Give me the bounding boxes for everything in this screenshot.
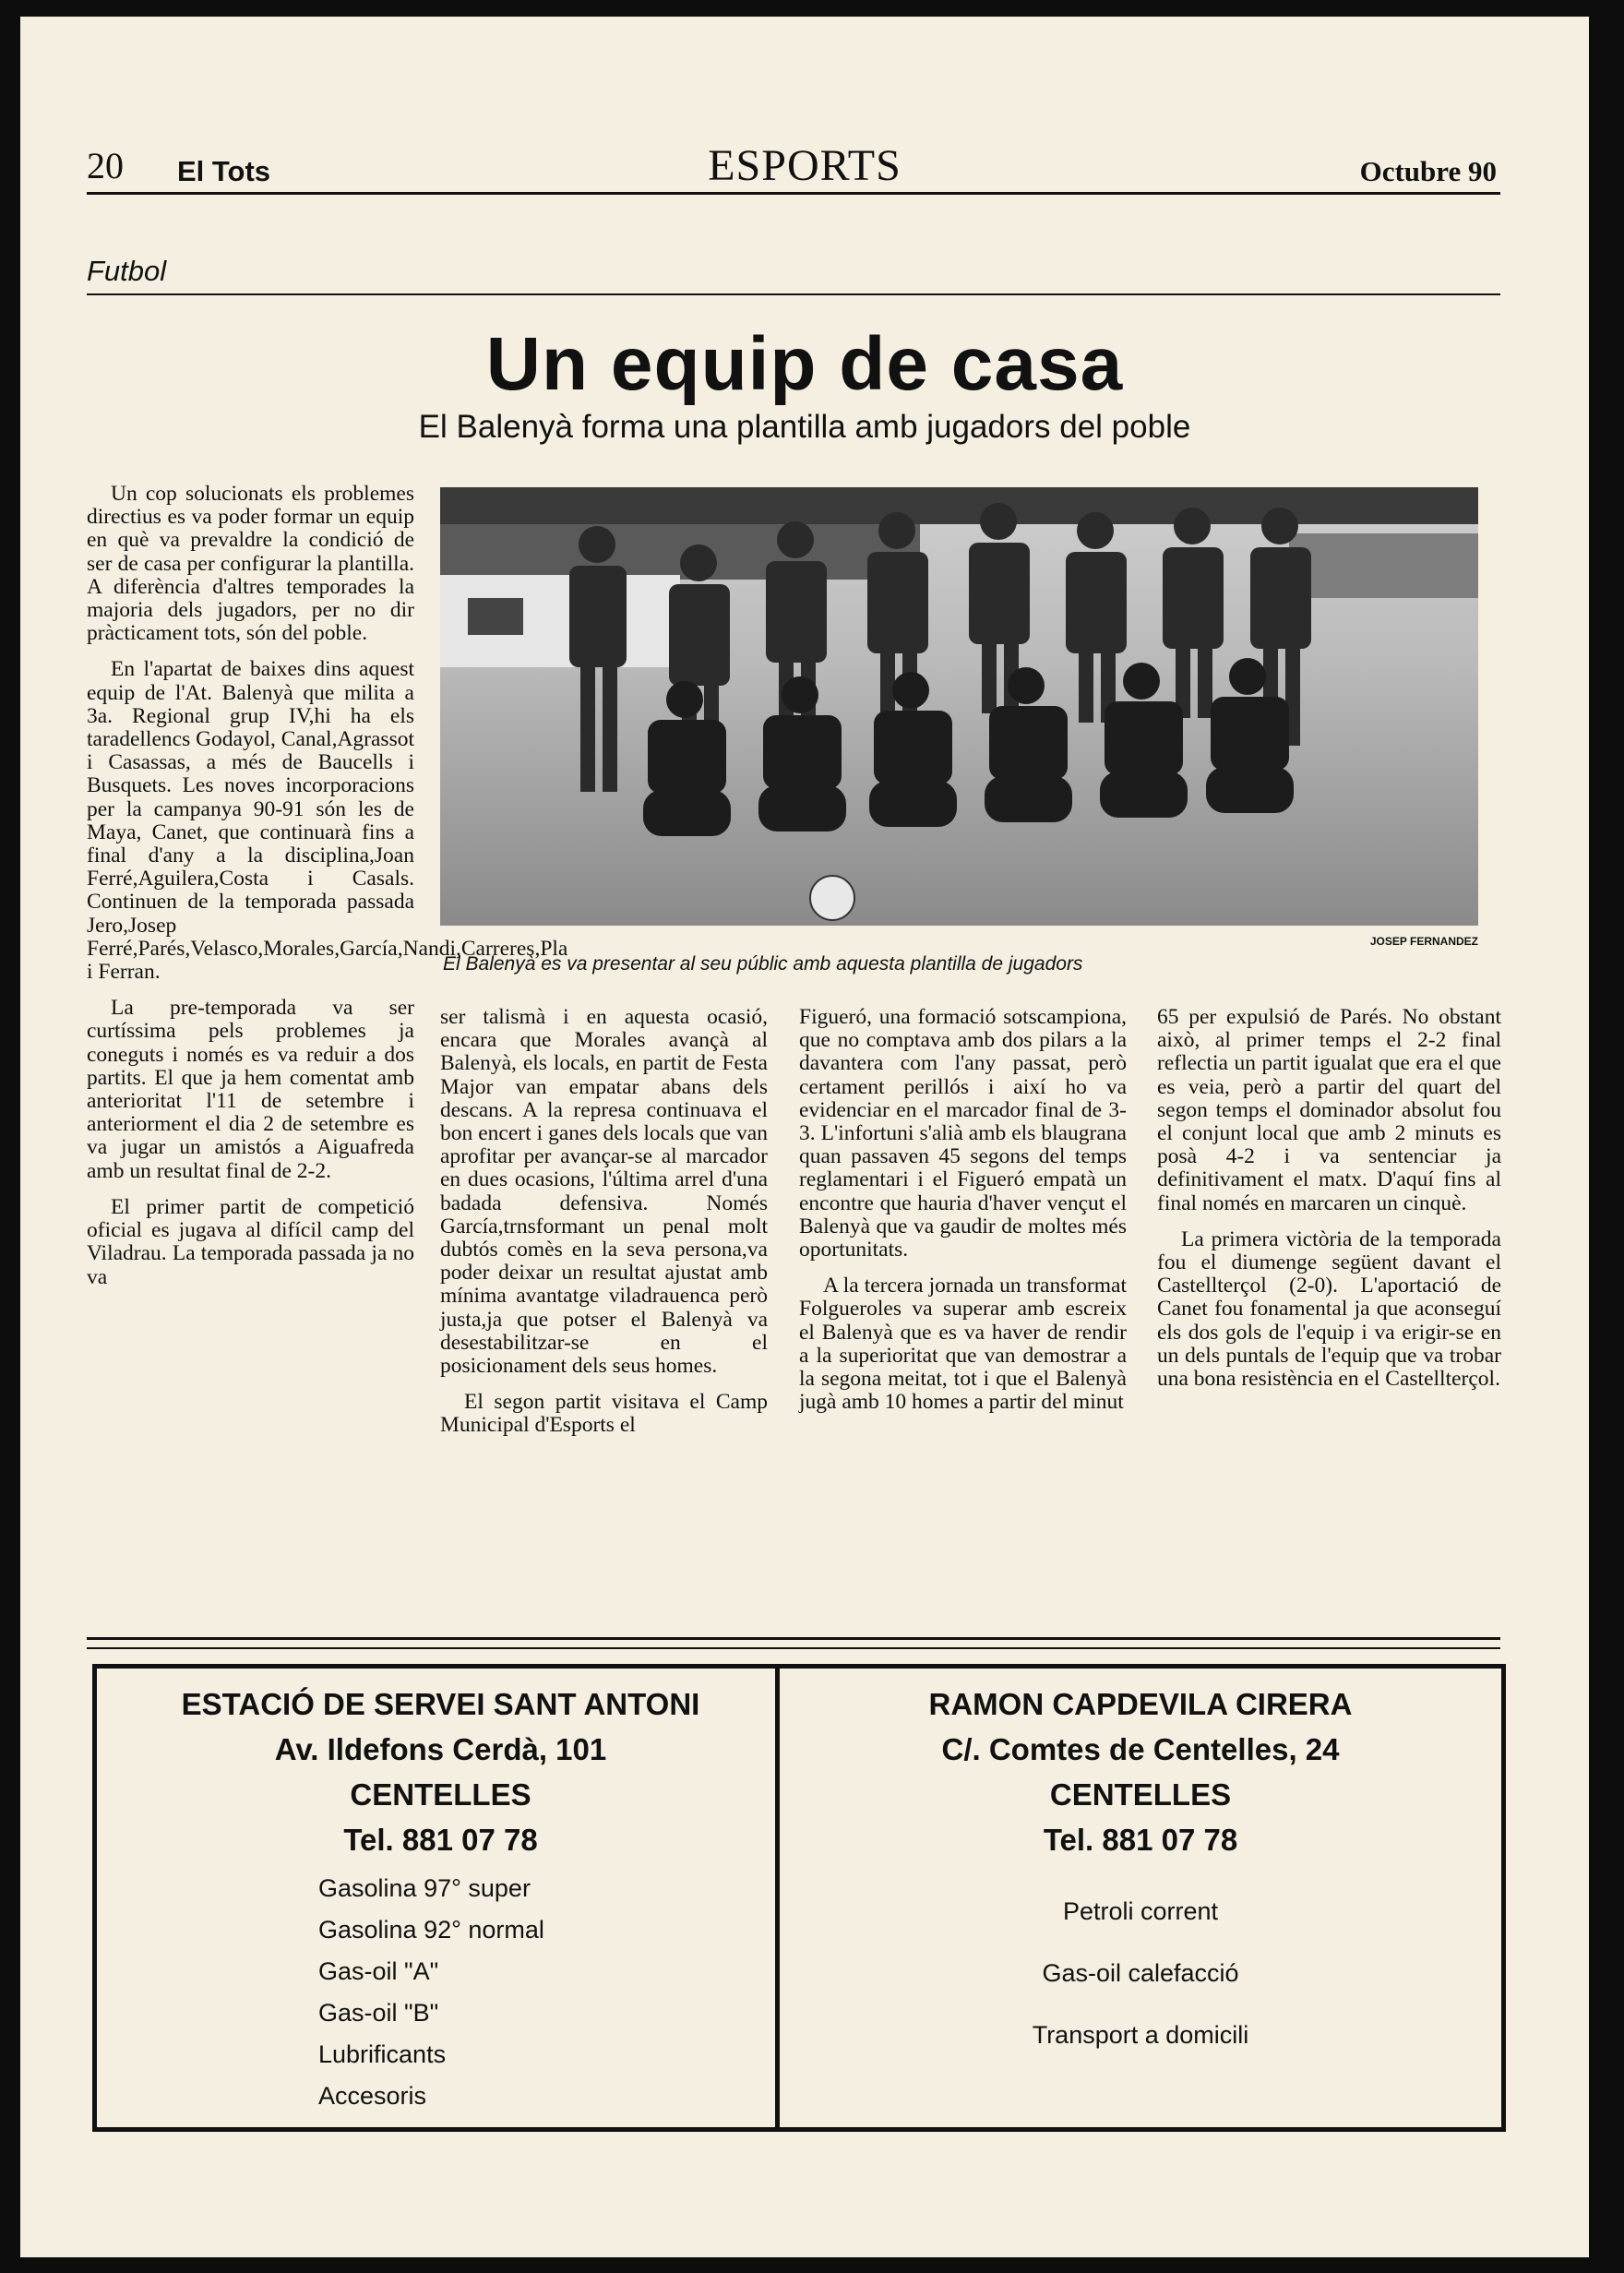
- ad-item: Transport a domicili: [1032, 2021, 1249, 2049]
- paragraph: 65 per expulsió de Parés. No obstant això, al primer temps el 2-2 final reflectia un partit igualat que era el que es veia, però a partir del quart del segon temps el dominador absolut fou el conjunt local que amb 2 minuts es posà 4-2 i va sentenciar ja definitivament el matx. D'aquí fins al final només en marcaren un cinquè.: [1157, 1005, 1501, 1215]
- paragraph: Un cop solucionats els problemes directius es va poder formar un equip en què va prevaldre la condició de ser de casa per configurar la plantilla. A diferència d'altres temporades la majoria dels jugadors, per no dir pràcticament tots, són del poble.: [87, 482, 414, 646]
- paragraph: A la tercera jornada un transformat Folgueroles va superar amb escreix el Balenyà que es va haver de rendir a la superioritat que van demostrar a la segona meitat, tot i que el Balenyà jugà amb 10 homes a partir del minut: [799, 1274, 1127, 1415]
- section-title: ESPORTS: [708, 141, 902, 190]
- article-column-3: [799, 1006, 1127, 1427]
- paragraph: La pre-temporada va ser curtíssima pels problemes ja coneguts i només es va reduir a dos partits. El que ja hem comentat amb anterioritat l'11 de setembre i anteriorment el dia 2 de setembre es va jugar un amistós a Aiguafreda amb un resultat final de 2-2.: [87, 996, 414, 1183]
- ad-fuel-supplier: [775, 1664, 1506, 2132]
- ad-item: Gas-oil "B": [318, 1999, 439, 2027]
- footer-rule: [87, 1637, 1500, 1640]
- ad-item: Accesoris: [318, 2082, 427, 2110]
- ad-phone: Tel. 881 07 78: [343, 1823, 538, 1857]
- paragraph: ser talismà i en aquesta ocasió, encara que Morales avançà al Balenyà, els locals, en partit de Festa Major van empatar abans dels descans. A la represa continuava el bon encert i ganes dels locals que van aprofitar per avançar-se al marcador en dues ocasions, l'última arrel d'una badada defensiva. Només García,trnsformant un penal molt dubtós comès en la seva persona,va poder deixar un resultat ajustat amb mínima avantatge viladrauenca però justa,ja que potser el Balenyà va desestabilitzar-se en el posicionament dels seus homes.: [440, 1005, 768, 1379]
- paragraph: En l'apartat de baixes dins aquest equip de l'At. Balenyà que milita a 3a. Regional grup IV,hi ha els taradellencs Godayol, Canal,Agrassot i Casassas, a més de Baucells i Busquets. Les noves incorporacions per la campanya 90-91 són les de Maya, Canet, que continuarà fins a final d'any a la disciplina,Joan Ferré,Aguilera,Costa i Casals. Continuen de la temporada passada Jero,Josep Ferré,Parés,Velasco,Morales,García,Nandi,Carreres,Pla i Ferran.: [87, 657, 568, 985]
- article-column-1: [87, 482, 568, 1302]
- photo-credit: JOSEP FERNANDEZ: [1369, 935, 1478, 948]
- paragraph: El primer partit de competició oficial es jugava al difícil camp del Viladrau. La temporada passada ja no va: [87, 1194, 414, 1289]
- kicker-rule: [87, 293, 1500, 295]
- header-rule: [87, 192, 1500, 195]
- ad-item: Gasolina 97° super: [318, 1874, 531, 1902]
- team-photo: [440, 487, 1478, 926]
- article-subhead: El Balenyà forma una plantilla amb jugadors del poble: [418, 409, 1191, 445]
- photo-caption: El Balenyà es va presentar al seu públic amb aquesta plantilla de jugadors: [443, 953, 1083, 975]
- ad-address: C/. Comtes de Centelles, 24: [941, 1732, 1340, 1766]
- paragraph: Figueró, una formació sotscampiona, que no comptava amb dos pilars a la davantera com l'any passat, però certament perillós i així ho va evidenciar en el marcador final de 3-3. L'infortuni s'alià amb els blaugrana quan passaven 45 segons del temps reglamentari i el Figueró empatà un encontre que hauria d'haver vençut el Balenyà que va gaudir de moltes més oportunitats.: [799, 1005, 1127, 1262]
- article-column-2: [440, 1006, 768, 1451]
- ad-service-station: [92, 1664, 789, 2132]
- ad-item: Gasolina 92° normal: [318, 1916, 544, 1944]
- ad-town: CENTELLES: [350, 1777, 531, 1812]
- article-column-4: [1157, 1006, 1501, 1404]
- publication-name: El Tots: [177, 155, 271, 187]
- newspaper-page: [20, 17, 1589, 2257]
- ad-town: CENTELLES: [1049, 1777, 1232, 1812]
- ad-phone: Tel. 881 07 78: [1043, 1823, 1238, 1857]
- ad-item: Lubrificants: [318, 2040, 447, 2068]
- section-kicker: Futbol: [87, 255, 167, 287]
- article-headline: Un equip de casa: [485, 322, 1124, 406]
- ad-title: ESTACIÓ DE SERVEI SANT ANTONI: [181, 1687, 700, 1721]
- paragraph: La primera victòria de la temporada fou el diumenge següent davant el Castellterçol (2-0). L'aportació de Canet fou fonamental ja que aconseguí els dos gols de l'equip i va erigir-se en un dels puntals de l'equip que va trobar una bona resistència en el Castellterçol.: [1157, 1226, 1501, 1392]
- ad-item: Petroli corrent: [1062, 1897, 1219, 1925]
- ad-item-list: [318, 1868, 784, 2117]
- ad-item: Gas-oil "A": [318, 1957, 439, 1985]
- paragraph: El segon partit visitava el Camp Municipal d'Esports el: [440, 1390, 768, 1438]
- footer-rule-thin: [87, 1647, 1500, 1649]
- ad-title: RAMON CAPDEVILA CIRERA: [928, 1687, 1353, 1721]
- ad-item: Gas-oil calefacció: [1042, 1959, 1239, 1987]
- page-number: 20: [87, 145, 124, 186]
- ad-address: Av. Ildefons Cerdà, 101: [274, 1732, 607, 1766]
- issue-date: Octubre 90: [1359, 155, 1497, 187]
- ad-item-list: [780, 1881, 1501, 2066]
